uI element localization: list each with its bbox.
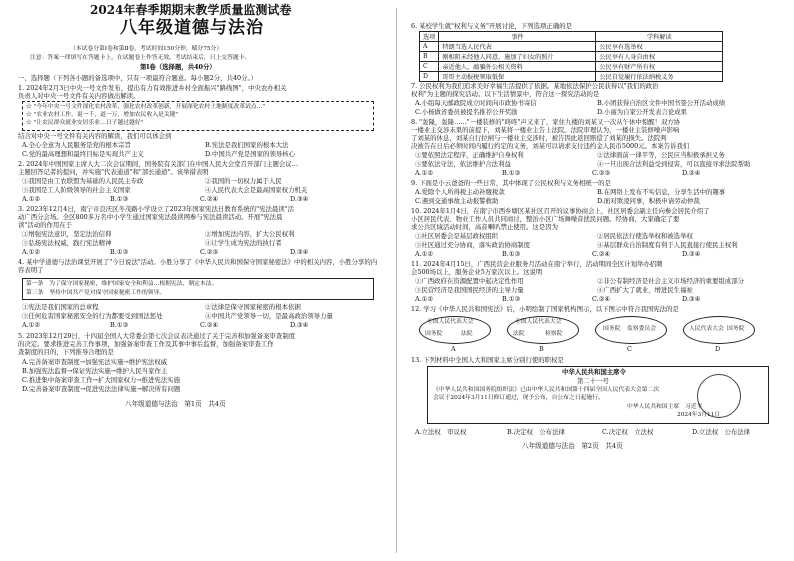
option: ④一旦出现合法利益受到侵害，可以直接寻求法院帮助 [597, 160, 751, 168]
page-footer: 八年级道德与法治 第2页 共4页 [522, 442, 623, 450]
table-cell: 公民自觉履行依法纳税义务 [596, 72, 723, 82]
table-cell: 刚相阻未经他人同意，施加了妇女的照片 [439, 52, 596, 62]
option: A.立法权 审议权 [415, 428, 467, 436]
table-row [420, 62, 723, 72]
table-cell: 亲近他人，敲骗外公相关资料 [439, 62, 596, 72]
diagram-b-text: 检察院 [545, 331, 563, 337]
question-3: 动广西分会场。全区800多万名中小学生通过国家宪法晨读网参与宪法晨读活动。开展"宪法晨 [18, 213, 283, 221]
diagram-label: B [539, 345, 544, 353]
table-cell: 公民享有选举权 [596, 42, 723, 52]
option: ②法律是保守国家秘密的根本依据 [205, 303, 301, 311]
rights-table [419, 31, 723, 82]
option: C.决定权 立法权 [602, 428, 654, 436]
table-header-row [420, 32, 723, 42]
diagram-a-text: 国务院 [425, 331, 443, 337]
quote-line: ☆ "让农民群众就业安居乐业…日子越过越好" [26, 120, 144, 126]
option: B.在网络上发布不实信息，分享生活中的趣事 [597, 188, 726, 196]
question-10: 求公共区域活动时间，高音喇叭禁止使用。这是因为 [411, 223, 558, 231]
option: ①增强宪法意识，坚定法治信仰 [22, 230, 112, 238]
question-8: 决被告在日后必须时间内履行约定的义务，刘某可以请求支付违约金人民币5000元。本案告诉我们 [411, 142, 690, 150]
question-13: 13. 下列材料中全国人大和国家主席分别行使的职权是 [411, 356, 564, 364]
decree-text: 《中华人民共和国国务院组织法》已由中华人民共和国第十四届全国人民代表大会第二次 [433, 387, 660, 393]
answer-choice: D.③④ [290, 321, 309, 329]
decree-number: 第二十一号 [577, 377, 609, 385]
answer-choice: C.②④ [592, 295, 611, 303]
question-1-prompt: 结合对中央一号文件有关内容的解读，我们可以体会到 [18, 132, 172, 140]
diagram-label: A [451, 345, 456, 353]
answer-choice: D.③④ [290, 248, 309, 256]
table-row [420, 52, 723, 62]
option: D.中国共产党是国家的领导核心 [205, 150, 296, 158]
option: ③要依法守法，依法维护合法利益 [415, 160, 511, 168]
page-footer: 八年级道德与法治 第1页 共4页 [125, 400, 226, 408]
option: A.完善备案审查制度→加强宪法实施→维护宪法权威 [22, 358, 168, 366]
option: C.遇到交通事故主动报警救助 [415, 197, 499, 205]
table-cell: 公民享有人身自由权 [596, 52, 723, 62]
answer-choice: C.②③ [592, 169, 611, 177]
option: ④基层群众自治制度有利于人民直接行使民主权利 [597, 241, 738, 249]
question-8: 了刘某的休息，刘某自行拉闸与一楼业主交涉时，被告因此返回赔偿了刘某的损失。法院判 [411, 134, 667, 142]
diagram-d-text: 人民代表大会 [689, 326, 724, 332]
answer-choice: D.③④ [290, 195, 309, 203]
answer-choice: C.②③ [200, 248, 219, 256]
answer-choice: C.②④ [200, 195, 219, 203]
decree-text: 会议于2024年3月11日修订通过，现予公布，自公布之日起施行。 [433, 395, 604, 401]
question-1: 1. 2024年2月3日中央一号文件发布，提出有力有效推进乡村全面振兴"路线图"，中央农办相关 [18, 84, 287, 92]
option: ④广西扩大了就业，增进民生福祉 [597, 286, 693, 294]
question-11: 11. 2024年4月15日，广西民营企业服务月活动在南宁举行，活动期间全区计划举办招聘 [411, 260, 663, 268]
option: D.面对欺凌同事，积极申请劳动仲裁 [597, 197, 700, 205]
decree-date: 2024年3月11日 [677, 412, 721, 418]
answer-choice: D.③④ [682, 295, 701, 303]
option: ③我国是工人阶级领导的社会主义国家 [22, 186, 131, 194]
option: ①宪法是我们国家的总章程 [22, 303, 99, 311]
question-3: 3. 2023年12月4日，南宁市良庆区冬茂路小学设立了2023年国家宪法日教育系统的"宪法晨读"活 [18, 205, 295, 213]
table-header: 选项 [420, 32, 439, 42]
question-7: 权利"为主题的探究活动。以下生活情景中，符合这一探究活动的是 [411, 90, 600, 98]
option: ①社区居委会是基层政权组织 [415, 232, 499, 240]
option: ②增加宪法内容，扩大公民权利 [205, 230, 295, 238]
question-10: 小区居民代表、物业工作人员共同商讨，整治小区广场舞噪音扰民问题。经协商，大家确定了要 [411, 215, 680, 223]
option: B.加强宪法监督→保证宪法实施→维护人民当家作主 [22, 367, 168, 375]
option: B.宪法是我们国家的根本大法 [205, 141, 289, 149]
answer-choice: A.①② [415, 295, 434, 303]
question-11: 会500场以上，服务企业5万家次以上。这说明 [411, 268, 543, 276]
option: ②我国的一切权力属于人民 [205, 177, 282, 185]
decree-signature: 中华人民共和国主席 习近平 [627, 404, 703, 410]
diagram-b-text: 全国人民代表大会 [515, 319, 562, 325]
diagram-label: D [715, 345, 721, 353]
option: ④中国共产党领导一切，是最高政治领导力量 [205, 312, 333, 320]
option: D.完善备案审查制度→促进宪法法律实施→解决所有问题 [22, 385, 181, 393]
question-9: 9. 下面是小云爸爸的一些日常，其中体现了公民权利与义务相统一的是 [411, 179, 611, 187]
answer-choice: B.①③ [110, 248, 129, 256]
diagram-b-text: 法院 [513, 331, 525, 337]
question-4: 4. 某中学道德与法治课堂开展了"今日说法"活动。小胜分享了《中华人民共和国保守国家秘密法》中的相关内容，小胜分享的内容表明了 [18, 258, 378, 274]
diagram-d-text: 国务院 [727, 326, 745, 332]
diagram-label: C [627, 345, 632, 353]
question-5: 5. 2023年12月29日，十四届全国人大常委会第七次会议表决通过了关于完善和加强备案审查制度 [18, 332, 296, 340]
diagram-a-text: 全国人民代表大会 [427, 319, 474, 325]
table-cell: C [420, 62, 439, 72]
option: D.小丽为自家公开发表言论成果 [597, 108, 688, 116]
question-10: 10. 2024年1月4日，在南宁市西乡塘区某社区召开的议事协商会上，社区居委会副主任向参会居民介绍了 [411, 207, 710, 215]
diagram-a-text: 法院 [461, 331, 473, 337]
option: ④人民代表大会是最高国家权力机关 [205, 186, 308, 194]
exam-note: （本试卷分第Ⅰ卷和第Ⅱ卷，考试时间150分钟，赋分75分） [70, 46, 223, 52]
option: A.爱除个人所得税主动补缴税款 [415, 188, 505, 196]
table-cell: 公民享有财产所有权 [596, 62, 723, 72]
table-row [420, 72, 723, 82]
option: ②非公有制经济是社会主义市场经济的重要组成部分 [597, 277, 744, 285]
option: C.小杨做省委员被提名推荐公开奖励 [415, 108, 518, 116]
law-excerpt-line: 第三条 坚持中国共产党对保守国家秘密工作的领导。 [26, 290, 166, 296]
option: ③弘扬宪法权威，践行宪法精神 [22, 239, 112, 247]
question-12: 12. 学习《中华人民共和国宪法》后，小明绘制了国家机构图示，以下图示中符合我国宪法的是 [411, 305, 679, 313]
question-7: 7. 公民权利为我们追求美好幸福生活提供了依据。某地依法保护公民获得以"我们的政治 [411, 82, 659, 90]
option: ②居民依法行使选举权和被选举权 [597, 232, 693, 240]
question-8: 8. "轰隆，轰隆……"一楼装修的"咚咚"声又来了，家住九楼的刘某又一次从午休中惊醒！双方协 [411, 118, 681, 126]
option: ④让学生成为宪法的执行者 [205, 239, 282, 247]
table-cell: 特朗当选人民代表 [439, 42, 596, 52]
answer-choice: A.①② [22, 195, 41, 203]
answer-choice: A.①② [22, 248, 41, 256]
option: B.小团获得自治区文件中国书签公开活动成绩 [597, 99, 726, 107]
option: A.全心全意为人民服务是党的根本宗旨 [22, 141, 131, 149]
exam-title: 2024年春季期期末教学质量监测试卷 [90, 3, 292, 17]
answer-choice: B.①③ [110, 195, 129, 203]
answer-choice: B.①③ [502, 295, 521, 303]
option: ①广西政府在资源配置中起决定性作用 [415, 277, 524, 285]
option: ③社区通过充分协商，落实政治协商制度 [415, 241, 531, 249]
option: C.党的最高理想和最终目标是实现共产主义 [22, 150, 144, 158]
question-8: 一楼业主交涉未果的前提下，刘某将一楼业主告上法院。法院审理认为，一楼业主装修噪声影响 [411, 126, 680, 134]
quote-line: ☆ "今年中央一号文件深化农村改革，强化农村改革创新，开展深化农村土地制度改革试点…" [26, 104, 266, 110]
answer-choice: B.①③ [110, 321, 129, 329]
diagram-c-text: 国务院 [603, 326, 621, 332]
section-instruction: 一、选择题（下列各小题的备选项中，只有一项最符合题意。每小题2分，共40分。） [18, 74, 258, 82]
question-6: 6. 某校学生就"权利与义务"开展讨论，下列选项正确的是 [411, 22, 572, 30]
option: ③任何危害国家秘密安全的行为都要受到国法惩处 [22, 312, 163, 320]
answer-choice: D.②④ [682, 169, 701, 177]
option: A.小组每天邮政院成立时间向市政协书寄信 [415, 99, 537, 107]
answer-choice: B.①③ [502, 250, 521, 258]
exam-note: 注意：答案一律填写在答题卡上，在试题卷上作答无效。考试结束后，只上交答题卡。 [30, 55, 251, 61]
exam-subject: 八年级道德与法治 [120, 18, 264, 38]
question-2: 2. 2024年中国国家主席人大二次会议期间，国务院有关部门在中国人民大会堂召开部门主题会议… [18, 160, 299, 168]
table-cell: B [420, 52, 439, 62]
table-cell: D [420, 72, 439, 82]
option: ①我国是由工农联盟为基础的人民民主专政 [22, 177, 144, 185]
right-page [397, 0, 794, 561]
answer-choice: A.①② [415, 169, 434, 177]
law-excerpt-line: 第一条 为了保守国家秘密，维护国家安全和利益…根据宪法，制定本法。 [26, 281, 218, 287]
question-1: 负责人对中央一号文件有关内容做出解读。 [18, 92, 140, 100]
table-header: 学科解读 [596, 32, 723, 42]
option: ①要依照法定程序，正确维护自身权利 [415, 151, 524, 159]
answer-choice: C.②④ [592, 250, 611, 258]
question-5: 查制度的目的，下列推导合理的是 [18, 348, 114, 356]
option: ②法律面前一律平等，公民应当积极承担义务 [597, 151, 725, 159]
diagram-c-text: 监察委员会 [627, 326, 656, 332]
section-title: 第Ⅰ卷（选择题，共40分） [140, 63, 216, 71]
answer-choice: D.③④ [682, 250, 701, 258]
table-cell: A [420, 42, 439, 52]
answer-choice: A.①② [22, 321, 41, 329]
option: ③民营经济是我国国民经济的主导力量 [415, 286, 524, 294]
option: B.决定权 公布法律 [507, 428, 565, 436]
answer-choice: A.①② [415, 250, 434, 258]
question-5: 的决定。要求推进完善工作事项，加强备案审查工作及其事中事后监督，加强备案审查工作 [18, 340, 274, 348]
answer-choice: C.②④ [200, 321, 219, 329]
table-row [420, 42, 723, 52]
table-header: 事件 [439, 32, 596, 42]
question-2: 主题回答记者的提问，并实施"代表通道"和"部长通道"。该举措表明 [18, 168, 209, 176]
question-3: 读"活动的作用在于 [18, 221, 73, 229]
table-cell: 哥哥主动报税领取低保 [439, 72, 596, 82]
quote-line: ☆ "农业农村工作，说一千，道一万，增加农民收入是关键" [26, 112, 179, 118]
option: D.立法权 公布法律 [692, 428, 751, 436]
answer-choice: B.①③ [502, 169, 521, 177]
option: C.推进集中备案审查工作→扩大国家权力→推进宪法实施 [22, 376, 180, 384]
decree-title: 中华人民共和国主席令 [562, 368, 626, 376]
